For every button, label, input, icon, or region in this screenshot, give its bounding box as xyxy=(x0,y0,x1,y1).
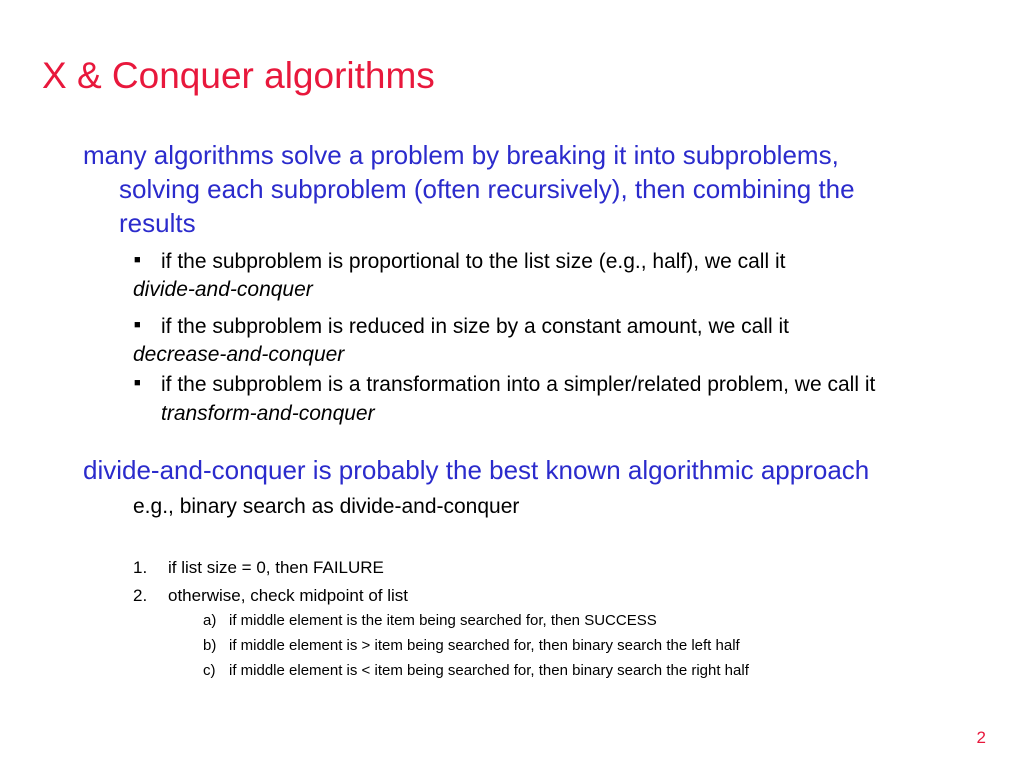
paragraph-1-line-2: solving each subproblem (often recursively), then combining the xyxy=(119,174,855,204)
substep-a-text: if middle element is the item being searched for, then SUCCESS xyxy=(229,612,657,629)
substep-c-text: if middle element is < item being searched for, then binary search the right half xyxy=(229,662,749,679)
substep-b-text: if middle element is > item being searched for, then binary search the left half xyxy=(229,637,740,654)
bullet-2-text: if the subproblem is reduced in size by a constant amount, we call it xyxy=(161,315,789,338)
square-bullet-icon: ■ xyxy=(134,377,141,389)
example-text: e.g., binary search as divide-and-conquer xyxy=(133,495,520,518)
substep-c-letter: c) xyxy=(203,662,216,679)
paragraph-1-line-1: many algorithms solve a problem by breaking it into subproblems, xyxy=(83,140,839,170)
square-bullet-icon: ■ xyxy=(134,254,141,266)
bullet-1-text: if the subproblem is proportional to the list size (e.g., half), we call it xyxy=(161,250,786,273)
slide-title: X & Conquer algorithms xyxy=(42,55,435,96)
substep-a-letter: a) xyxy=(203,612,217,629)
substep-b-letter: b) xyxy=(203,637,217,654)
paragraph-2: divide-and-conquer is probably the best known algorithmic approach xyxy=(83,455,870,485)
step-1-number: 1. xyxy=(133,558,148,577)
page-number: 2 xyxy=(976,728,986,747)
paragraph-1-line-3: results xyxy=(119,208,196,238)
bullet-1-term: divide-and-conquer xyxy=(133,278,313,301)
square-bullet-icon: ■ xyxy=(134,319,141,331)
step-2-text: otherwise, check midpoint of list xyxy=(168,586,408,605)
bullet-2-term: decrease-and-conquer xyxy=(133,343,345,366)
step-1-text: if list size = 0, then FAILURE xyxy=(168,558,384,577)
bullet-3-term: transform-and-conquer xyxy=(161,402,375,425)
step-2-number: 2. xyxy=(133,586,148,605)
bullet-3-text: if the subproblem is a transformation into a simpler/related problem, we call it xyxy=(161,373,876,396)
